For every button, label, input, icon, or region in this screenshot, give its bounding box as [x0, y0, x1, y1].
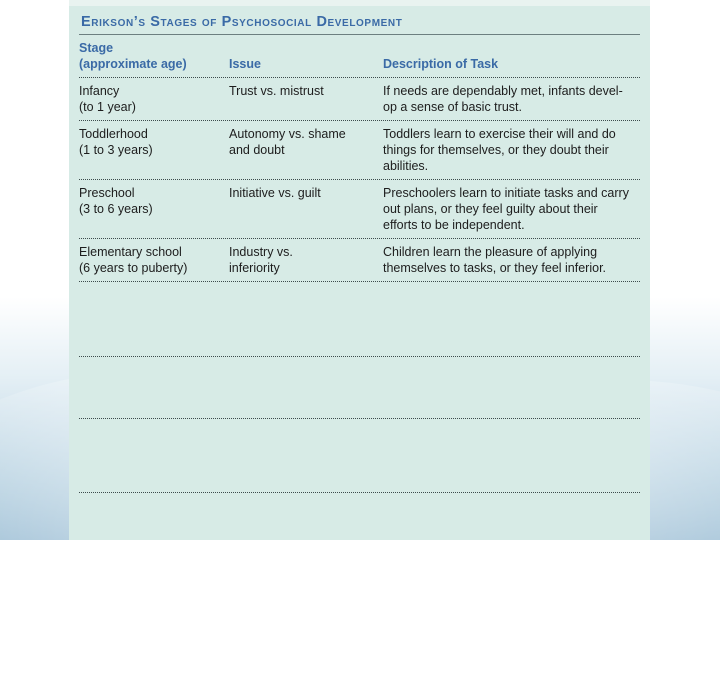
header-description: Description of Task	[383, 57, 499, 71]
table-row	[79, 78, 640, 120]
table-header-row	[79, 35, 640, 77]
table-row	[79, 239, 640, 281]
table-panel	[69, 6, 650, 540]
cell-stage: Elementary school (6 years to puberty)	[79, 245, 188, 275]
cell-description: Children learn the pleasure of applying themselves to tasks, or they feel inferior.	[383, 245, 607, 275]
table-title: Erikson’s Stages of Psychosocial Development	[81, 14, 403, 30]
empty-table-row	[79, 282, 640, 356]
header-issue: Issue	[229, 57, 261, 71]
cell-issue: Autonomy vs. shame and doubt	[229, 127, 346, 157]
cell-issue: Trust vs. mistrust	[229, 84, 324, 98]
cell-stage: Infancy (to 1 year)	[79, 84, 136, 114]
header-stage: Stage (approximate age)	[79, 41, 187, 71]
cell-issue: Initiative vs. guilt	[229, 186, 321, 200]
cell-issue: Industry vs. inferiority	[229, 245, 293, 275]
cell-stage: Toddlerhood (1 to 3 years)	[79, 127, 153, 157]
empty-table-row	[79, 419, 640, 492]
cell-description: Preschoolers learn to initiate tasks and carry out plans, or they feel guilty about their efforts to be independent.	[383, 186, 629, 232]
empty-table-row	[79, 357, 640, 418]
table-row	[79, 180, 640, 238]
cell-stage: Preschool (3 to 6 years)	[79, 186, 153, 216]
cell-description: If needs are dependably met, infants devel- op a sense of basic trust.	[383, 84, 623, 114]
cell-description: Toddlers learn to exercise their will and do things for themselves, or they doubt their abilities.	[383, 127, 616, 173]
table-row	[79, 121, 640, 179]
row-divider	[79, 492, 640, 493]
